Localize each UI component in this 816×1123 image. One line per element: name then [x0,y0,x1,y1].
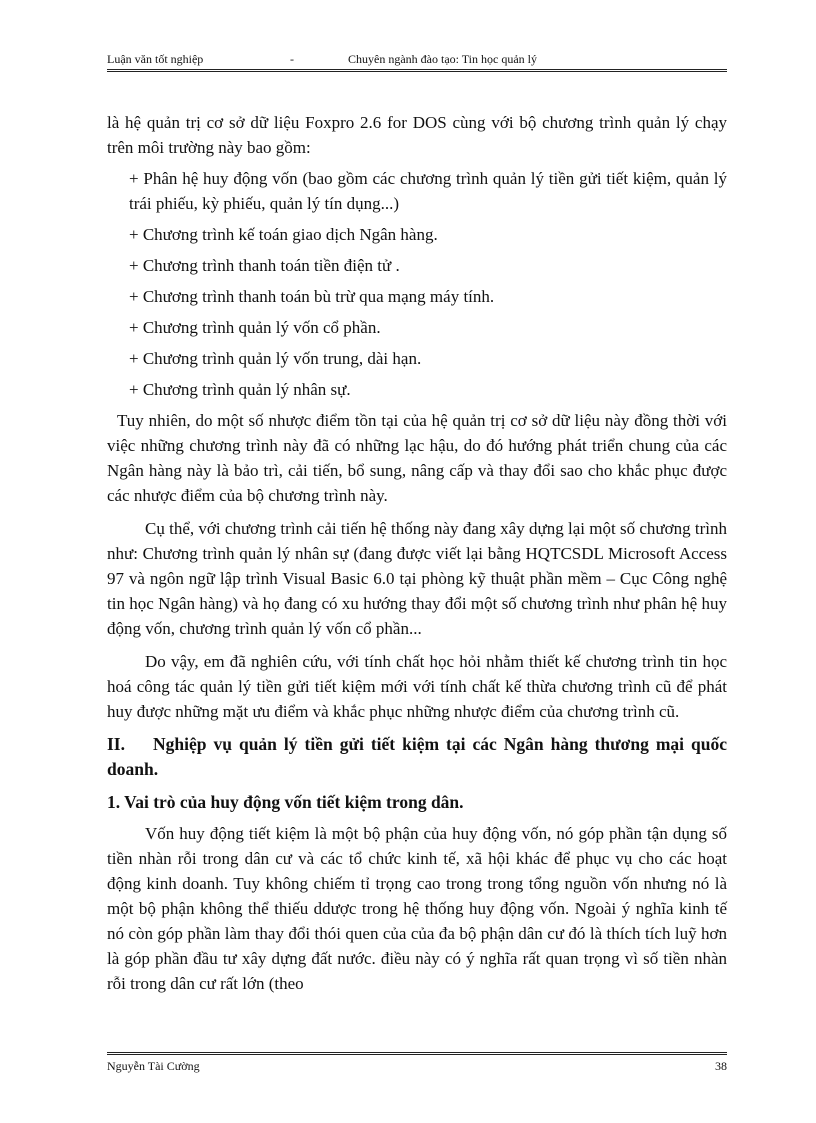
bullet-item: + Chương trình thanh toán tiền điện tử . [129,256,400,275]
section-title: Nghiệp vụ quản lý tiền gửi tiết kiệm tại các Ngân hàng thương mại quốc doanh. [107,734,727,779]
bullet-item: + Chương trình quản lý nhân sự. [129,380,351,399]
paragraph-limitations: Tuy nhiên, do một số nhược điểm tồn tại của hệ quản trị cơ sở dữ liệu này đồng thời với việc những chương trình này đã có những lạc hậu, do đó hướng phát triển chung của các Ngân hàng này là bảo trì, cải tiến, bổ sung, nâng cấp và thay đổi sao cho khắc phục được các nhược điểm của bộ chương trình này. [107,411,727,505]
paragraph-improvements: Cụ thể, với chương trình cải tiến hệ thống này đang xây dựng lại một số chương trình như: Chương trình quản lý nhân sự (đang được viết lại bằng HQTCSDL Microsoft Access 97 và ngôn ngữ lập trình Visual Basic 6.0 tại phòng kỹ thuật phần mềm – Cục Công nghệ tin học Ngân hàng) và họ đang có xu hướng thay đổi một số chương trình như phân hệ huy động vốn, chương trình quản lý vốn cổ phần... [107,519,727,638]
footer-author: Nguyễn Tài Cường [107,1059,200,1073]
page-number: 38 [715,1059,727,1073]
section-number: II. [107,734,125,754]
intro-paragraph: là hệ quản trị cơ sở dữ liệu Foxpro 2.6 for DOS cùng với bộ chương trình quản lý chạy trên môi trường này bao gồm: [107,113,727,157]
paragraph-savings-role: Vốn huy động tiết kiệm là một bộ phận của huy động vốn, nó góp phần tận dụng số tiền nhàn rỗi trong dân cư và các tổ chức kinh tế, xã hội khác để phục vụ cho các hoạt động kinh doanh. Tuy không chiếm tỉ trọng cao trong trong tổng nguồn vốn nhưng nó là một bộ phận không thể thiếu ddược trong hệ thống huy động vốn. Ngoài ý nghĩa kinh tế nó còn góp phần làm thay đổi thói quen của của đa bộ phận dân cư đó là thích tích luỹ hơn là góp phần đầu tư xây dựng đất nước. điều này có ý nghĩa rất quan trọng vì số tiền nhàn rỗi trong dân cư rất lớn (theo [107,824,727,993]
bullet-item: + Chương trình thanh toán bù trừ qua mạng máy tính. [129,287,495,306]
bullet-item: + Chương trình quản lý vốn trung, dài hạn. [129,349,422,368]
page-header [107,50,727,68]
bullet-item: + Chương trình quản lý vốn cổ phần. [129,318,381,337]
header-rule [107,69,727,72]
footer-rule [107,1052,727,1055]
subsection-heading-1: 1. Vai trò của huy động vốn tiết kiệm trong dân. [107,792,464,812]
paragraph-purpose: Do vậy, em đã nghiên cứu, với tính chất học hỏi nhằm thiết kế chương trình tin học hoá công tác quản lý tiền gửi tiết kiệm mới với tính chất kế thừa chương trình cũ để phát huy được những mặt ưu điểm và khắc phục những nhược điểm của chương trình cũ. [107,652,727,721]
page-body [107,110,727,996]
header-major-label: Chuyên ngành đào tạo: Tin học quản lý [348,52,537,66]
page-footer [107,1057,727,1075]
header-separator: - [290,52,294,66]
section-heading-ii [107,732,727,782]
bullet-item: + Chương trình kế toán giao dịch Ngân hàng. [129,225,438,244]
bullet-item: + Phân hệ huy động vốn (bao gồm các chương trình quản lý tiền gửi tiết kiệm, quản lý trái phiếu, kỳ phiếu, quản lý tín dụng...) [129,169,727,213]
header-thesis-label: Luận văn tốt nghiệp [107,52,204,66]
